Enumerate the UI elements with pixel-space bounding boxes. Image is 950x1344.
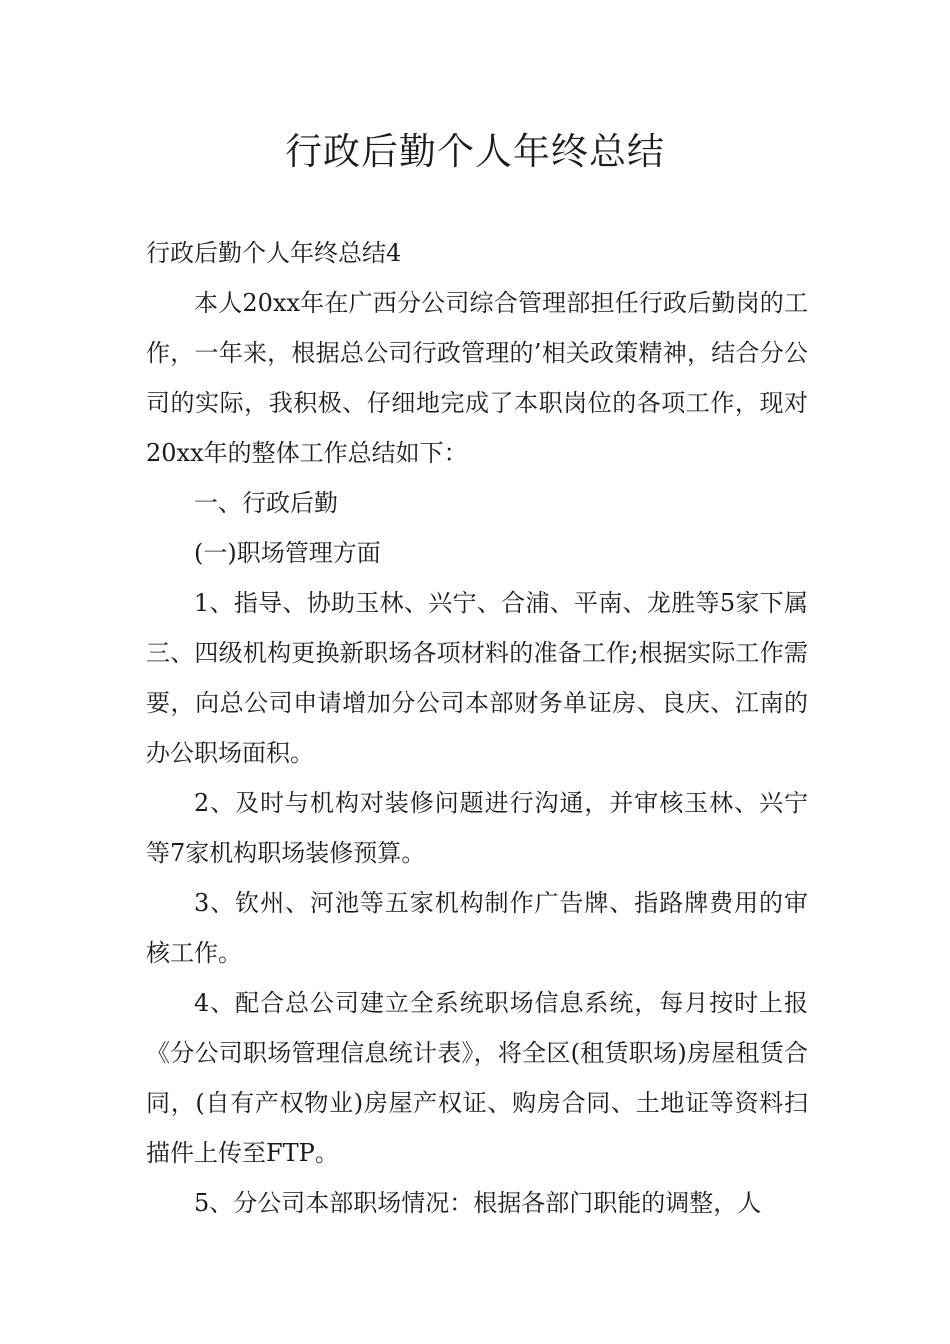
list-item: 3、钦州、河池等五家机构制作广告牌、指路牌费用的审核工作。 bbox=[146, 889, 808, 967]
list-item: 1、指导、协助玉林、兴宁、合浦、平南、龙胜等5家下属三、四级机构更换新职场各项材料的准备工作;根据实际工作需要，向总公司申请增加分公司本部财务单证房、良庆、江南的办公职场面积。 bbox=[146, 589, 808, 767]
paragraph: 本人20xx年在广西分公司综合管理部担任行政后勤岗的工作，一年来，根据总公司行政管理的’相关政策精神，结合分公司的实际，我积极、仔细地完成了本职岗位的各项工作，现对20xx年的整体工作总结如下： bbox=[146, 289, 808, 467]
list-item: 5、分公司本部职场情况：根据各部门职能的调整，人 bbox=[194, 1189, 762, 1217]
paragraph: 行政后勤个人年终总结4 bbox=[146, 239, 402, 267]
subsection-heading: (一)职场管理方面 bbox=[194, 539, 381, 567]
list-item: 4、配合总公司建立全系统职场信息系统，每月按时上报《分公司职场管理信息统计表》，将全区(租赁职场)房屋租赁合同，(自有产权物业)房屋产权证、购房合同、土地证等资料扫描件上传至FTP。 bbox=[146, 989, 808, 1167]
document-title: 行政后勤个人年终总结 bbox=[285, 130, 665, 173]
document-body bbox=[146, 228, 808, 1228]
list-item: 2、及时与机构对装修问题进行沟通，并审核玉林、兴宁等7家机构职场装修预算。 bbox=[146, 789, 808, 867]
section-heading: 一、行政后勤 bbox=[194, 489, 338, 517]
